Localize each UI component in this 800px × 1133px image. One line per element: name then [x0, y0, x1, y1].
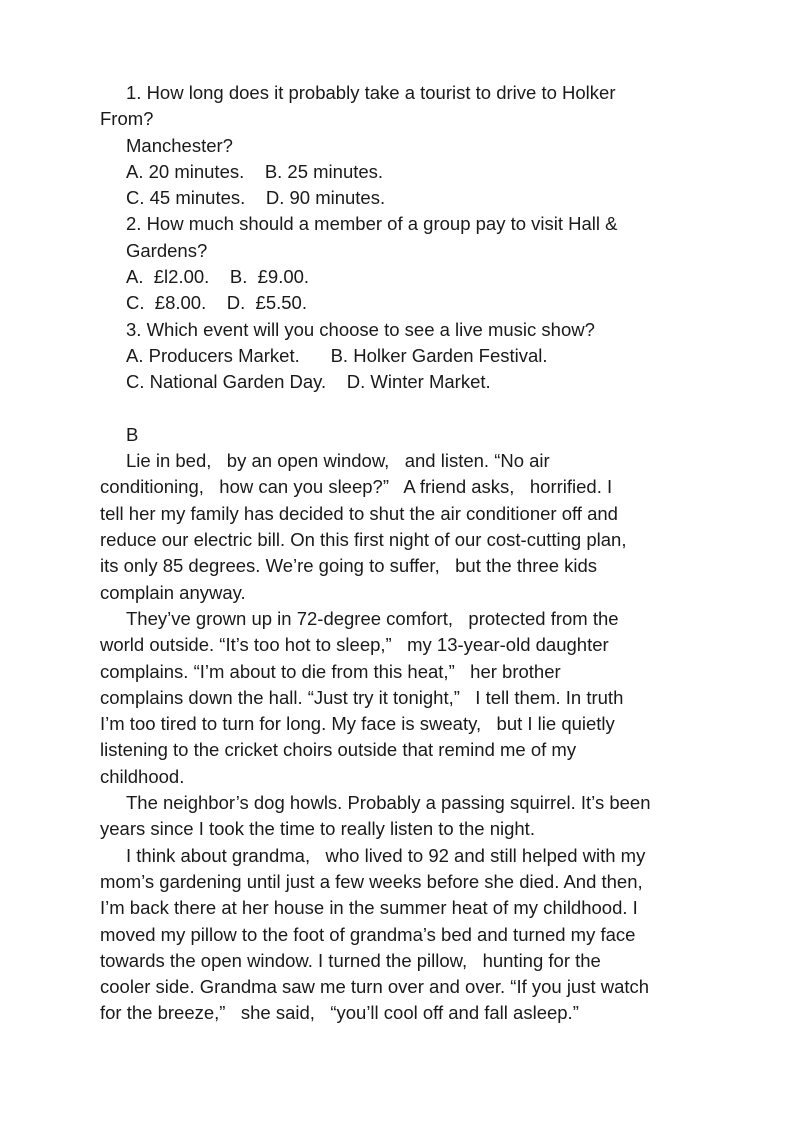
document-text	[100, 80, 700, 1027]
question-2-text: 2. How much should a member of a group pay to visit Hall &	[126, 213, 618, 235]
passage-line: Lie in bed, by an open window, and listen. “No air	[126, 450, 550, 472]
passage-line: world outside. “It’s too hot to sleep,” my 13-year-old daughter	[100, 634, 609, 656]
passage-line: The neighbor’s dog howls. Probably a passing squirrel. It’s been	[126, 792, 651, 814]
passage-line: complains down the hall. “Just try it tonight,” I tell them. In truth	[100, 686, 624, 708]
passage-line: reduce our electric bill. On this first night of our cost-cutting plan,	[100, 529, 627, 551]
question-2-options-cd: C. £8.00. D. £5.50.	[126, 292, 307, 314]
passage-line: complains. “I’m about to die from this heat,” her brother	[100, 660, 561, 682]
passage-line: cooler side. Grandma saw me turn over and over. “If you just watch	[100, 976, 650, 998]
passage-line: for the breeze,” she said, “you’ll cool off and fall asleep.”	[100, 1002, 579, 1024]
question-1-text-cont: From?	[100, 108, 154, 130]
passage-line: I’m back there at her house in the summer heat of my childhood. I	[100, 897, 638, 919]
question-1-text: 1. How long does it probably take a tourist to drive to Holker	[126, 82, 616, 103]
passage-line: complain anyway.	[100, 581, 246, 603]
passage-line: listening to the cricket choirs outside that remind me of my	[100, 739, 577, 761]
question-3-text: 3. Which event will you choose to see a live music show?	[126, 318, 595, 340]
passage-line: conditioning, how can you sleep?” A friend asks, horrified. I	[100, 476, 613, 498]
passage-line: I think about grandma, who lived to 92 and still helped with my	[126, 844, 646, 866]
question-3-options-cd: C. National Garden Day. D. Winter Market.	[126, 371, 491, 393]
question-1-options-ab: A. 20 minutes. B. 25 minutes.	[126, 160, 384, 182]
question-2-options-ab: A. £l2.00. B. £9.00.	[126, 266, 310, 288]
passage-line: tell her my family has decided to shut the air conditioner off and	[100, 502, 618, 524]
question-3-options-ab: A. Producers Market. B. Holker Garden Festival.	[126, 344, 548, 366]
question-1-options-cd: C. 45 minutes. D. 90 minutes.	[126, 187, 386, 209]
passage-line: They’ve grown up in 72-degree comfort, protected from the	[126, 607, 619, 629]
question-1-text-cont2: Manchester?	[126, 134, 233, 156]
passage-line: I’m too tired to turn for long. My face is sweaty, but I lie quietly	[100, 713, 615, 735]
passage-line: towards the open window. I turned the pillow, hunting for the	[100, 949, 601, 971]
passage-line: mom’s gardening until just a few weeks before she died. And then,	[100, 870, 643, 892]
section-gap	[100, 396, 700, 422]
passage-line: moved my pillow to the foot of grandma’s bed and turned my face	[100, 923, 636, 945]
passage-line: childhood.	[100, 765, 185, 787]
passage-line: its only 85 degrees. We’re going to suffer, but the three kids	[100, 555, 598, 577]
passage-line: years since I took the time to really listen to the night.	[100, 818, 535, 840]
section-label: B	[126, 423, 139, 445]
question-2-text-cont: Gardens?	[126, 239, 208, 261]
